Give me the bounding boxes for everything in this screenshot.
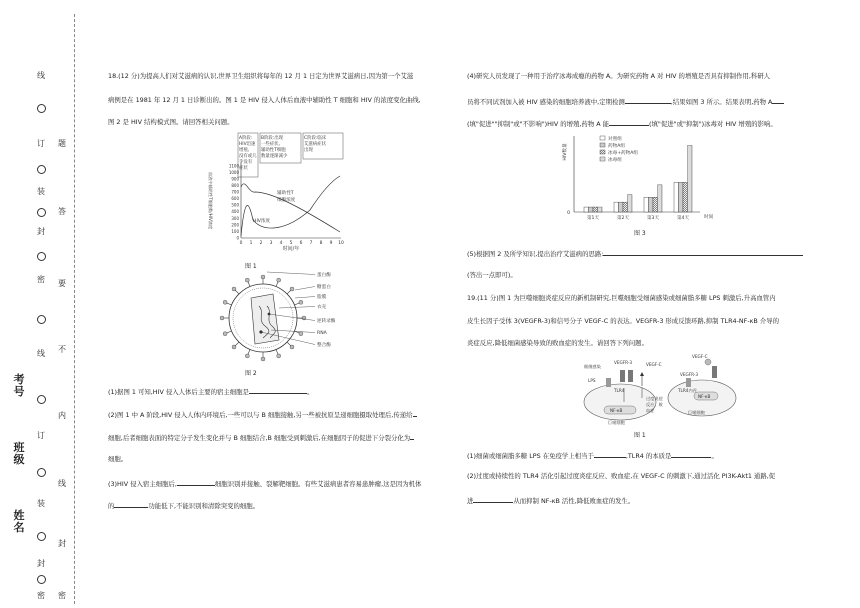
q19-sub2-line1: (2)过度或持续性的 TLR4 活化引起过度炎症反应、败血症,在 VEGF-C 的刺激下,通过活化 PI3K-Akt1 通路,促 bbox=[467, 472, 776, 480]
fig2-leader-line bbox=[295, 297, 315, 299]
answer-blank[interactable] bbox=[410, 432, 414, 440]
q19-fig-label-lps: LPS bbox=[588, 378, 596, 383]
fig2-leader-line bbox=[267, 272, 315, 275]
glycoprotein-knob bbox=[290, 345, 294, 349]
q18-sub4-line1: (4)研究人员发现了一种用于治疗冰毒成瘾的药物 A。为研究药物 A 对 HIV 的增殖是否具有抑制作用,科研人 bbox=[467, 72, 771, 80]
fig1-box-b-4: 数量逐渐减少 bbox=[261, 154, 288, 159]
fig1-box-a-1: A阶段: bbox=[239, 136, 253, 141]
fig1-xtick: 6 bbox=[299, 241, 303, 246]
answer-blank[interactable] bbox=[603, 248, 803, 256]
q18-sub5-line1 bbox=[467, 248, 803, 258]
figure-1-caption: 图 1 bbox=[245, 263, 257, 270]
fig1-ytick: 100 bbox=[231, 228, 239, 234]
fig1-box-b-3: 辅助性T细胞 bbox=[261, 148, 286, 153]
fig1-box-c-1: C阶段:临床 bbox=[304, 136, 327, 141]
glycoprotein-knob bbox=[277, 278, 281, 282]
exam-number-label: 考号 bbox=[13, 373, 25, 398]
fig3-bar bbox=[593, 207, 598, 212]
fig1-hiv-curve bbox=[241, 176, 340, 236]
fig3-ylabel: HIV数量 bbox=[563, 143, 568, 161]
q18-sub4-text3: (填"促进""抑制"或"不影响")HIV 的增殖,药物 A 能 bbox=[467, 120, 610, 128]
q18-sub4-line3 bbox=[467, 118, 777, 128]
q19-fig-label-inflammation-3: 血症 bbox=[646, 408, 655, 413]
q19-intro-line3: 炎症反应,降低细菌感染导致的败血症的发生。请回答下列问题。 bbox=[467, 339, 648, 347]
figure-2-hiv-structure bbox=[215, 270, 355, 366]
glycoprotein-knob bbox=[299, 332, 303, 336]
answer-blank[interactable] bbox=[114, 500, 148, 508]
fig1-box-a-3: 增殖, bbox=[239, 148, 250, 153]
figure-3-caption: 图 3 bbox=[634, 230, 646, 237]
fig1-ytick: 0 bbox=[236, 235, 239, 241]
name-label: 姓名 bbox=[13, 509, 25, 534]
q19-fig-label-macrophage-left: 巨噬细胞 bbox=[608, 420, 625, 425]
q18-sub2-text1: (2)图 1 中 A 阶段,HIV 侵入人体内环境后,一些可以与 B 细胞接触,另一些被抗原呈递细胞摄取处理后,传递给 bbox=[108, 411, 413, 419]
glycoprotein-knob bbox=[302, 316, 306, 320]
fig3-legend-label: 冰毒+药物A组 bbox=[608, 151, 638, 156]
glycoprotein-knob bbox=[277, 354, 281, 358]
q18-sub4-text2: ,结果如图 3 所示。结果表明,药物 A bbox=[670, 98, 773, 106]
warning-char: 不 bbox=[58, 345, 66, 354]
fig2-label: 逆转录酶 bbox=[317, 319, 336, 324]
fig3-legend-swatch bbox=[600, 157, 605, 161]
fig1-box-a-2: HIV迅速 bbox=[239, 142, 256, 147]
fig3-bar bbox=[679, 182, 684, 212]
glycoprotein-knob bbox=[290, 287, 294, 291]
glycoprotein-knob bbox=[232, 345, 236, 349]
fig2-label: 整合酶 bbox=[317, 343, 331, 348]
glycoprotein-knob bbox=[220, 316, 224, 320]
fig3-legend-swatch bbox=[600, 143, 605, 147]
q19-sub2-text2: 从而抑制 NF-κB 活性,降低败血症的发生。 bbox=[513, 497, 635, 505]
fig1-ytick: 600 bbox=[231, 196, 239, 202]
fig3-bar bbox=[644, 197, 649, 212]
answer-blank[interactable] bbox=[671, 450, 711, 458]
fig1-xtick: 1 bbox=[249, 241, 253, 246]
seal-char: 封 bbox=[37, 227, 45, 236]
q19-fig-label-vegfc-right: VEGF-C bbox=[692, 354, 708, 359]
warning-char: 要 bbox=[58, 279, 66, 288]
warning-char: 内 bbox=[58, 411, 66, 420]
fig1-box-a-4: 没有或几 bbox=[239, 154, 257, 159]
seal-circle-icon bbox=[37, 395, 46, 404]
seal-char: 线 bbox=[37, 349, 45, 358]
fig1-tcell-label-2: 细胞浓度 bbox=[277, 198, 296, 203]
fig3-xlabel: 时间 bbox=[704, 215, 714, 220]
fig1-xtick: 7 bbox=[309, 241, 313, 246]
seal-char: 密 bbox=[37, 591, 45, 600]
q18-sub3-text4: 功能低下,不能识别和清除突变的细胞。 bbox=[148, 502, 260, 510]
fig2-label: 衣壳 bbox=[317, 305, 327, 310]
seal-circle-icon bbox=[37, 532, 46, 541]
q19-fig-label-tlr4: TLR4 bbox=[614, 388, 625, 393]
q19-fig-label-nfkb-left: NF-κB bbox=[610, 408, 623, 413]
fig3-bar bbox=[674, 182, 679, 212]
fig3-xtick: 第3天 bbox=[646, 216, 660, 221]
fig3-bar bbox=[623, 202, 628, 212]
binding-margin bbox=[0, 0, 80, 608]
fig1-tcell-label-1: 辅助性T bbox=[277, 191, 294, 196]
seal-circle-icon bbox=[37, 575, 46, 584]
class-label: 班级 bbox=[13, 441, 25, 466]
glycoprotein-knob bbox=[245, 278, 249, 282]
q18-sub4-line2 bbox=[467, 96, 784, 106]
fig3-bar bbox=[589, 207, 594, 212]
q19-figure-1-diagram bbox=[580, 352, 740, 428]
fig2-leader-line bbox=[295, 287, 315, 291]
q18-sub1-text: (1)据图 1 可知,HIV 侵入人体后主要的宿主细胞是 bbox=[108, 388, 249, 396]
figure-3-bar-chart bbox=[560, 132, 720, 228]
glycoprotein-knob bbox=[223, 300, 227, 304]
q19-sub2-text1: 进 bbox=[467, 497, 474, 505]
binding-dashed-line bbox=[74, 14, 75, 604]
warning-char: 线 bbox=[58, 479, 66, 488]
fig3-bar bbox=[584, 207, 589, 212]
fig1-box-c-3: 出现 bbox=[304, 148, 313, 153]
fig1-xtick: 3 bbox=[269, 241, 273, 246]
warning-char: 题 bbox=[58, 139, 66, 148]
q18-sub3-line1 bbox=[108, 478, 421, 488]
glycoprotein-knob bbox=[261, 275, 265, 279]
glycoprotein-knob bbox=[261, 357, 265, 361]
figure-1-graph bbox=[205, 132, 345, 254]
q19-fig-label-inflammation-2: 反应、败 bbox=[646, 402, 663, 407]
seal-circle-icon bbox=[37, 208, 46, 217]
fig2-label: 蛋白酶 bbox=[317, 273, 331, 278]
fig1-box-b-2: 一些症状, bbox=[261, 142, 280, 147]
seal-circle-icon bbox=[37, 165, 46, 174]
q18-sub4-text1: 员将不同试剂加入被 HIV 感染的细胞培养液中,定期检测 bbox=[467, 98, 625, 106]
fig1-xtick: 4 bbox=[279, 241, 283, 246]
q19-sub1-text1: (1)细菌或细菌脂多糖 LPS 在免疫学上相当于 bbox=[467, 452, 594, 460]
glycoprotein-knob bbox=[223, 332, 227, 336]
seal-circle-icon bbox=[37, 315, 46, 324]
q18-sub3-text3: 的 bbox=[108, 502, 115, 510]
q19-sub1-text2: ,TLR4 的本质是 bbox=[625, 452, 672, 460]
q18-sub2-text2: 细胞,后者细胞表面的特定分子发生变化并与 B 细胞结合,B 细胞受到刺激后,在细胞因子的促进下分裂分化为 bbox=[108, 434, 411, 442]
q18-sub3-text1: (3)HIV 侵入宿主细胞后, bbox=[108, 480, 177, 488]
q18-sub4-text4: (填"促进"或"抑制")冰毒对 HIV 增殖的影响。 bbox=[649, 120, 777, 128]
fig1-ytick: 400 bbox=[231, 209, 239, 215]
fig2-label: RNA bbox=[317, 331, 327, 336]
q18-sub3-text2: 细胞识别并接触、裂解靶细胞。有些艾滋病患者容易患肿瘤,这是因为机体 bbox=[214, 480, 422, 488]
answer-blank[interactable] bbox=[772, 96, 784, 104]
q19-figure-1-caption: 图 1 bbox=[634, 432, 646, 439]
q19-fig-label-inflammation-1: 过度炎症 bbox=[646, 396, 663, 401]
fig3-xtick: 第4天 bbox=[676, 216, 690, 221]
answer-blank[interactable] bbox=[625, 96, 671, 104]
fig3-bar bbox=[619, 202, 624, 212]
q18-sub2-line3: 细胞。 bbox=[108, 455, 128, 463]
fig1-ytick: 200 bbox=[231, 222, 239, 228]
fig3-bar bbox=[658, 185, 663, 212]
seal-char: 装 bbox=[37, 187, 45, 196]
q18-sub2-line1 bbox=[108, 409, 417, 419]
fig3-bar bbox=[683, 182, 688, 212]
q18-sub3-line2 bbox=[108, 500, 259, 510]
q19-intro-line2: 皮生长因子受体 3(VEGFR-3)和信号分子 VEGF-C 的表达。VEGFR-3 形成反馈环路,抑制 TLR4-NF-κB 介导的 bbox=[467, 317, 779, 325]
fig1-box-a-6: 症状 bbox=[239, 166, 248, 171]
q19-fig-label-macrophage-right: 巨噬细胞 bbox=[688, 410, 705, 415]
fig1-box-b-1: B阶段:出现 bbox=[261, 136, 284, 141]
seal-char: 订 bbox=[37, 139, 45, 148]
fig3-legend-swatch bbox=[600, 150, 605, 154]
answer-blank[interactable] bbox=[177, 478, 215, 486]
seal-char: 线 bbox=[37, 71, 45, 80]
fig2-label: 脂膜 bbox=[317, 295, 327, 300]
q19-sub2-line2 bbox=[467, 495, 634, 505]
fig3-bar bbox=[598, 207, 603, 212]
warning-char: 答 bbox=[58, 207, 66, 216]
q19-fig-label-vegfc-left: VEGF-C bbox=[646, 362, 662, 367]
seal-circle-icon bbox=[37, 104, 46, 113]
fig1-ytick: 500 bbox=[231, 202, 239, 208]
q19-fig-label-bacteria: 细菌感染 bbox=[584, 364, 601, 369]
fig1-ytick: 800 bbox=[231, 183, 239, 188]
answer-blank[interactable] bbox=[413, 409, 417, 417]
fig1-xtick: 8 bbox=[319, 241, 323, 246]
seal-circle-icon bbox=[37, 468, 46, 477]
fig3-legend-label: 对照组 bbox=[608, 137, 622, 142]
fig1-ytick: 300 bbox=[231, 215, 239, 221]
fig1-xtick: 0 bbox=[239, 241, 243, 246]
q18-sub5-line2: (答出一点即可)。 bbox=[467, 271, 517, 279]
warning-char: 密 bbox=[58, 591, 66, 600]
q19-intro-line1: 19.(11 分)图 1 为巨噬细胞炎症反应的新机制研究,巨噬细胞受细菌感染或细菌脂多糖 LPS 刺激后,升高血管内 bbox=[467, 294, 776, 302]
fig3-legend-label: 药物A组 bbox=[608, 144, 625, 149]
warning-char: 封 bbox=[58, 539, 66, 548]
fig1-xtick: 10 bbox=[338, 241, 344, 246]
fig3-bar bbox=[649, 197, 654, 212]
fig1-box-a-5: 乎没有 bbox=[239, 160, 253, 165]
fig1-ytick: 1100 bbox=[228, 163, 239, 169]
seal-char: 装 bbox=[37, 499, 45, 508]
q18-sub2-line2 bbox=[108, 432, 414, 442]
fig1-ytick: 1000 bbox=[228, 169, 239, 175]
fig1-xtick: 5 bbox=[289, 241, 293, 246]
fig3-xtick: 第1天 bbox=[586, 216, 600, 221]
fig3-bar bbox=[653, 197, 658, 212]
fig1-xlabel: 时间/年 bbox=[282, 246, 300, 252]
fig3-bar bbox=[614, 202, 619, 212]
q19-sub1-end: 。 bbox=[711, 452, 718, 460]
q19-fig-label-vegfr3-right: VEGFR-3 bbox=[680, 372, 699, 377]
glycoprotein-knob bbox=[299, 300, 303, 304]
fig1-hiv-label: HIV浓度 bbox=[253, 219, 271, 224]
answer-blank[interactable] bbox=[249, 386, 307, 394]
fig1-ytick: 900 bbox=[231, 176, 239, 182]
fig1-xtick: 9 bbox=[329, 241, 333, 246]
fig1-xtick: 2 bbox=[259, 241, 263, 246]
seal-circle-icon bbox=[37, 252, 46, 261]
q19-sub1 bbox=[467, 450, 718, 460]
glycoprotein-knob bbox=[232, 287, 236, 291]
seal-char: 订 bbox=[37, 431, 45, 440]
q18-intro-line2: 病例是在 1981 年 12 月 1 日诊断出的。图 1 是 HIV 侵入人体后血液中辅助性 T 细胞和 HIV 的浓度变化曲线, bbox=[108, 96, 421, 104]
q19-fig-label-vegfr3-left: VEGFR-3 bbox=[614, 360, 633, 365]
q19-fig-label-tlr4-endocytosis: TLR4内吞 bbox=[678, 388, 697, 393]
seal-char: 密 bbox=[37, 275, 45, 284]
q18-sub1 bbox=[108, 386, 313, 396]
q19-fig-label-nfkb-right: NF-κB bbox=[698, 394, 711, 399]
fig3-bar bbox=[688, 145, 693, 212]
fig3-legend-swatch bbox=[600, 136, 605, 140]
fig1-box-c-2: 艾滋病症状 bbox=[304, 142, 326, 147]
seal-char: 封 bbox=[37, 559, 45, 568]
q18-intro-line1: 18.(12 分)为提高人们对艾滋病的认识,世界卫生组织将每年的 12 月 1 日定为世界艾滋病日,因为第一个艾滋 bbox=[108, 72, 414, 80]
fig1-ylabel: 血液中辅助性T细胞数/HIV浓度 bbox=[208, 172, 213, 230]
answer-blank[interactable] bbox=[473, 495, 513, 503]
answer-blank[interactable] bbox=[609, 118, 649, 126]
fig3-origin: 0 bbox=[567, 211, 570, 216]
figure-2-caption: 图 2 bbox=[245, 370, 257, 377]
fig3-xtick: 第2天 bbox=[616, 216, 630, 221]
glycoprotein-knob bbox=[245, 354, 249, 358]
fig2-label: 糖蛋白 bbox=[317, 285, 331, 290]
fig3-bar bbox=[628, 195, 633, 212]
q18-sub1-end: 。 bbox=[306, 388, 314, 396]
q18-sub5-text1: (5)根据图 2 及所学知识,提出治疗艾滋病的思路: bbox=[467, 250, 604, 258]
fig1-ytick: 700 bbox=[231, 189, 239, 195]
q18-intro-line3: 图 2 是 HIV 结构模式图。请回答相关问题。 bbox=[108, 118, 234, 126]
fig3-legend-label: 冰毒组 bbox=[608, 158, 622, 163]
answer-blank[interactable] bbox=[594, 450, 626, 458]
